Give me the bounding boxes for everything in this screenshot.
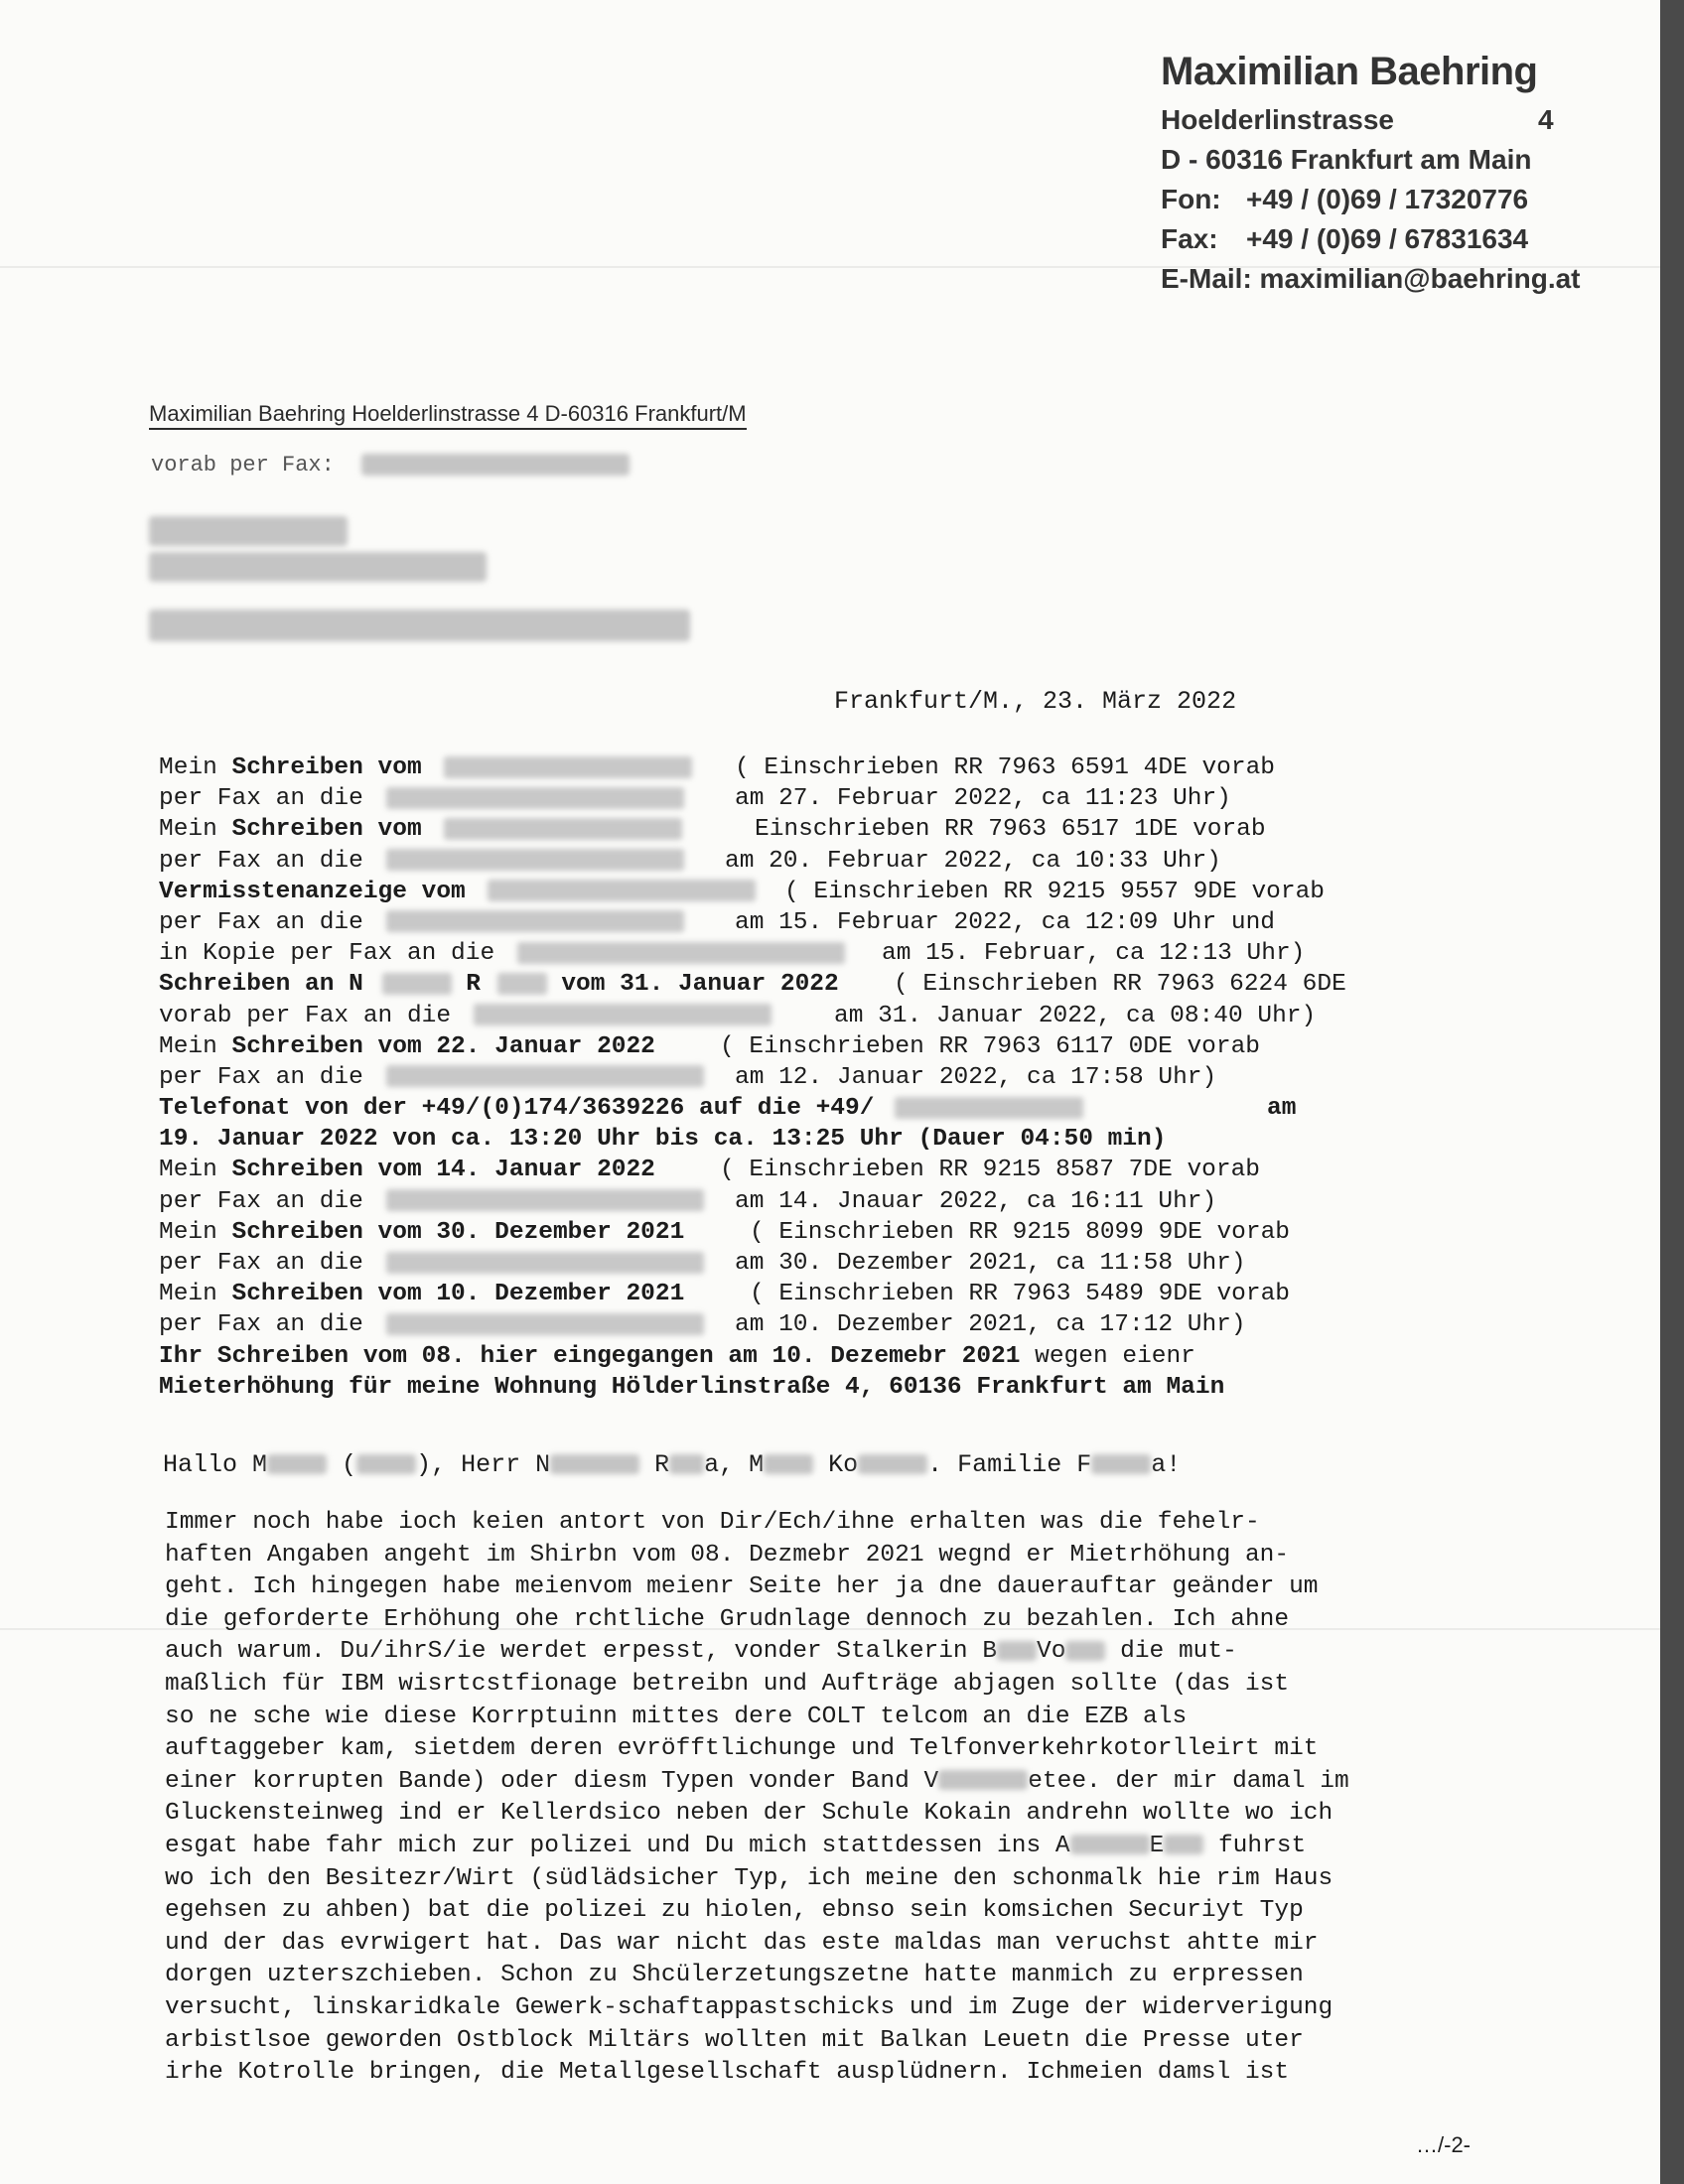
reference-line: Mein Schreiben vom Einschrieben RR 7963 6517 1DE vorab	[159, 816, 1266, 844]
redacted-block	[858, 1454, 927, 1474]
phone-label: Fon:	[1161, 184, 1221, 214]
body-line: versucht, linskaridkale Gewerk-schaftappastschicks und im Zuge der widerverigung	[165, 1993, 1333, 2021]
body-line: einer korrupten Bande) oder diesm Typen vonder Band V etee. der mir damal im	[165, 1767, 1349, 1795]
redacted-block	[517, 942, 845, 964]
sender-email: E-Mail: maximilian@baehring.at	[1161, 263, 1581, 294]
reference-line: Mein Schreiben vom 14. Januar 2022 ( Einschrieben RR 9215 8587 7DE vorab	[159, 1157, 1260, 1184]
redacted-block	[356, 1454, 416, 1474]
vorab-fax-label: vorab per Fax:	[151, 453, 335, 478]
body-line: die geforderte Erhöhung ohe rchtliche Grudnlage dennoch zu bezahlen. Ich ahne	[165, 1605, 1290, 1633]
reference-line: per Fax an die am 10. Dezember 2021, ca 17:12 Uhr)	[159, 1311, 1246, 1339]
reference-line: Mein Schreiben vom 22. Januar 2022 ( Einschrieben RR 7963 6117 0DE vorab	[159, 1032, 1260, 1060]
vorab-fax-line	[151, 453, 630, 478]
redacted-block	[149, 552, 487, 582]
redacted-block	[1065, 1641, 1105, 1661]
redacted-block	[149, 516, 348, 546]
sender-fax: +49 / (0)69 / 67831634	[1246, 223, 1529, 254]
redacted-block	[1091, 1454, 1151, 1474]
body-line: arbistlsoe geworden Ostblock Miltärs wollten mit Balkan Leuetn die Presse uter	[165, 2026, 1304, 2054]
redacted-block	[488, 880, 756, 901]
sender-name: Maximilian Baehring	[1161, 50, 1538, 93]
reference-line: Mein Schreiben vom 30. Dezember 2021 ( Einschrieben RR 9215 8099 9DE vorab	[159, 1218, 1290, 1246]
redacted-block	[1164, 1835, 1203, 1854]
redacted-block	[550, 1454, 639, 1474]
sender-letterhead	[1161, 50, 1581, 299]
reference-line: per Fax an die am 12. Januar 2022, ca 17:58 Uhr)	[159, 1063, 1217, 1091]
redacted-block	[1070, 1835, 1150, 1854]
redacted-block	[895, 1097, 1083, 1119]
redacted-block	[474, 1004, 772, 1025]
redacted-block	[938, 1770, 1028, 1790]
reference-line: per Fax an die am 20. Februar 2022, ca 10:33 Uhr)	[159, 847, 1221, 875]
redacted-block	[267, 1454, 327, 1474]
redacted-block	[386, 910, 684, 932]
reference-line: vorab per Fax an die am 31. Januar 2022, ca 08:40 Uhr)	[159, 1002, 1317, 1029]
redacted-block	[382, 973, 452, 995]
redacted-block	[386, 1252, 704, 1274]
body-line: haften Angaben angeht im Shirbn vom 08. Dezmebr 2021 wegnd er Mietrhöhung an-	[165, 1541, 1290, 1569]
redacted-block	[669, 1454, 704, 1474]
body-line: irhe Kotrolle bringen, die Metallgesellschaft ausplüdnern. Ichmeien damsl ist	[165, 2059, 1290, 2087]
redacted-block	[386, 787, 684, 809]
body-line: wo ich den Besitezr/Wirt (südlädsicher Typ, ich meine den schonmalk hie rim Haus	[165, 1864, 1333, 1892]
reference-line: Mein Schreiben vom ( Einschrieben RR 7963 6591 4DE vorab	[159, 754, 1275, 781]
redacted-block	[386, 849, 684, 871]
redacted-fax-number	[361, 454, 630, 476]
reference-line: per Fax an die am 30. Dezember 2021, ca 11:58 Uhr)	[159, 1250, 1246, 1277]
letter-date: Frankfurt/M., 23. März 2022	[834, 687, 1237, 716]
redacted-block	[764, 1454, 813, 1474]
reference-line: Ihr Schreiben vom 08. hier eingegangen am 10. Dezemebr 2021 wegen eienr	[159, 1342, 1195, 1370]
reference-line: Vermisstenanzeige vom ( Einschrieben RR 9215 9557 9DE vorab	[159, 878, 1325, 905]
reference-line: Mieterhöhung für meine Wohnung Hölderlinstraße 4, 60136 Frankfurt am Main	[159, 1373, 1225, 1401]
sender-phone: +49 / (0)69 / 17320776	[1246, 184, 1529, 214]
page-number: …/-2-	[1416, 2132, 1471, 2157]
return-address-line: Maximilian Baehring Hoelderlinstrasse 4 D-60316 Frankfurt/M	[149, 401, 747, 430]
redacted-block	[386, 1189, 704, 1211]
letter-body	[165, 1507, 1485, 2090]
reference-line: Mein Schreiben vom 10. Dezember 2021 ( Einschrieben RR 7963 5489 9DE vorab	[159, 1281, 1290, 1308]
sender-city: D - 60316 Frankfurt am Main	[1161, 144, 1532, 175]
body-line: auch warum. Du/ihrS/ie werdet erpesst, vonder Stalkerin B Vo die mut-	[165, 1638, 1237, 1666]
body-line: so ne sche wie diese Korrptuinn mittes dere COLT telcom an die EZB als	[165, 1703, 1188, 1730]
body-line: egehsen zu ahben) bat die polizei zu hiolen, ebnso sein komsichen Securiyt Typ	[165, 1897, 1304, 1925]
redacted-block	[386, 1313, 704, 1335]
body-line: Immer noch habe ioch keien antort von Dir/Ech/ihne erhalten was die fehelr-	[165, 1509, 1260, 1536]
scan-edge	[1660, 0, 1684, 2184]
redacted-block	[386, 1065, 704, 1087]
body-line: geht. Ich hingegen habe meienvom meienr Seite her ja dne dauerauftar geänder um	[165, 1573, 1319, 1601]
body-line: esgat habe fahr mich zur polizei und Du mich stattdessen ins A E fuhrst	[165, 1832, 1307, 1859]
reference-line: per Fax an die am 27. Februar 2022, ca 11:23 Uhr)	[159, 785, 1231, 813]
redacted-block	[444, 756, 692, 778]
reference-line: per Fax an die am 15. Februar 2022, ca 12:09 Uhr und	[159, 908, 1275, 936]
body-line: und der das evrwigert hat. Das war nicht das este maldas man veruchst ahtte mir	[165, 1929, 1319, 1957]
body-line: Gluckensteinweg ind er Kellerdsico neben der Schule Kokain andrehn wollte wo ich	[165, 1800, 1333, 1828]
reference-line: Schreiben an N R vom 31. Januar 2022 ( Einschrieben RR 7963 6224 6DE	[159, 971, 1346, 999]
reference-line: per Fax an die am 14. Jnauar 2022, ca 16:11 Uhr)	[159, 1187, 1217, 1215]
redacted-block	[444, 818, 682, 840]
redacted-block	[997, 1641, 1037, 1661]
body-line: auftaggeber kam, sietdem deren evröfftlichunge und Telfonverkehrkotorlleirt mit	[165, 1735, 1319, 1763]
body-line: maßlich für IBM wisrtcstfionage betreibn und Aufträge abjagen sollte (das ist	[165, 1670, 1290, 1698]
salutation: Hallo M ( ), Herr N R a, M Ko . Familie F a!	[163, 1450, 1182, 1479]
reference-block	[159, 752, 1346, 1403]
redacted-block	[149, 610, 690, 641]
sender-street: Hoelderlinstrasse	[1161, 104, 1394, 135]
reference-line: in Kopie per Fax an die am 15. Februar, ca 12:13 Uhr)	[159, 940, 1306, 968]
redacted-block	[497, 973, 547, 995]
reference-line: Telefonat von der +49/(0)174/3639226 auf die +49/ am	[159, 1095, 1297, 1123]
fax-label: Fax:	[1161, 223, 1218, 254]
sender-house-number: 4	[1538, 104, 1554, 135]
body-line: dorgen uzterszchieben. Schon zu Shcülerzetungszetne hatte manmich zu erpressen	[165, 1962, 1304, 1989]
reference-line: 19. Januar 2022 von ca. 13:20 Uhr bis ca. 13:25 Uhr (Dauer 04:50 min)	[159, 1126, 1167, 1154]
